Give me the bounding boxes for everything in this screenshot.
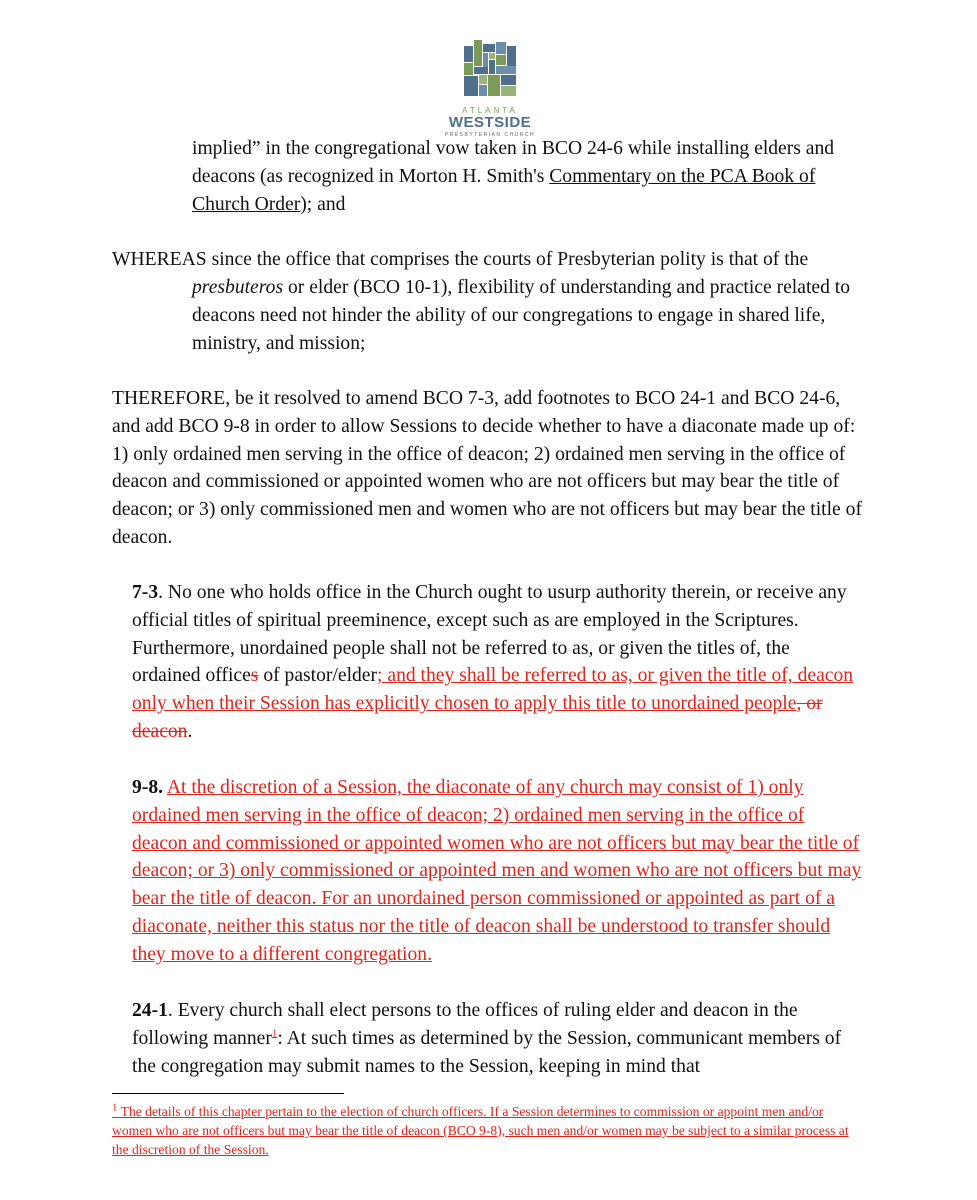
logo-line-westside: WESTSIDE <box>448 114 532 131</box>
logo-line-church: PRESBYTERIAN CHURCH <box>444 132 536 138</box>
bco-24-1-section <box>132 997 862 1080</box>
footnote-text: The details of this chapter pertain to the election of church officers. If a Session determines to commission or appoint men and/or women who are not officers but may bear the title of deacon (BCO 9-8), such men and/or women may be subject to a similar process at the discretion of the Session. <box>112 1104 849 1157</box>
s73-added-text: ; and they shall be referred to as, or given the title of, deacon only when their Session has explicitly chosen to apply this title to unordained people <box>132 665 854 715</box>
therefore-resolution-paragraph: THEREFORE, be it resolved to amend BCO 7-3, add footnotes to BCO 24-1 and BCO 24-6, and add BCO 9-8 in order to allow Sessions to decide whether to have a diaconate made up of: 1) only ordained men serving in the office of deacon; 2) ordained men serving in the office of deacon and commissioned or appointed women who are not officers but may bear the title of deacon; or 3) only commissioned men and women who are not officers but may bear the title of deacon. <box>112 388 862 548</box>
s73-text: . No one who holds office in the Church ought to usurp authority therein, or receive any official titles of spiritual preeminence, except such as are employed in the Scriptures. Furthermore, unordained people shall not be referred to as, or given the titles of, the ordained office <box>132 582 847 687</box>
commentary-book-title: Commentary on the PCA Book of Church Order <box>192 165 816 215</box>
footnote-reference[interactable]: 1 <box>271 1027 278 1040</box>
p2-first-line: WHEREAS since the office that comprises the courts of Presbyterian polity is that of the <box>112 249 809 270</box>
whereas-paragraph-indented <box>192 274 862 357</box>
bco-9-8-section <box>132 774 862 969</box>
whereas-continuation-paragraph <box>192 135 862 218</box>
logo-line-atlanta: ATLANTA <box>462 106 518 115</box>
s241-text: . Every church shall elect persons to the offices of ruling elder and deacon in the following manner <box>132 1000 798 1049</box>
s98-added-text: At the discretion of a Session, the diaconate of any church may consist of 1) only ordained men serving in the office of deacon; 2) ordained men serving in the office of deacon and commissioned or appointed women who are not officers but may bear the title of deacon; or 3) only commissioned or appointed men and women who are not officers but may bear the title of deacon. For an unordained person commissioned or appointed as part of a diaconate, neither this status nor the title of deacon shall be understood to transfer should they move to a different congregation. <box>132 777 862 965</box>
bco-7-3-section <box>132 579 862 746</box>
section-label-7-3: 7-3 <box>132 582 159 603</box>
footnote <box>112 1102 862 1159</box>
presbuteros-term: presbuteros <box>192 277 284 298</box>
footnote-separator <box>112 1093 344 1094</box>
p1-text: implied” in the congregational vow taken in BCO 24-6 while installing elders and deacons (as recognized in Morton H. Smith's <box>192 138 835 187</box>
church-logo <box>440 40 540 138</box>
section-label-24-1: 24-1 <box>132 1000 168 1021</box>
footnote-number: 1 <box>112 1101 118 1114</box>
s73-removed-text: , or deacon <box>132 693 823 742</box>
s73-text2: of pastor/elder <box>258 665 378 687</box>
section-label-9-8: 9-8. <box>132 777 164 798</box>
s73-struck-s: s <box>250 665 259 687</box>
s73-end: . <box>187 720 193 742</box>
s241-text2: : At such times as determined by the Session, communicant members of the congregation may submit names to the Session, keeping in mind that <box>132 1027 842 1077</box>
p2-rest: or elder (BCO 10-1), flexibility of understanding and practice related to deacons need not hinder the ability of our congregations to engage in shared life, ministry, and mission; <box>192 277 851 354</box>
logo-mark-icon <box>464 40 516 104</box>
whereas-paragraph <box>112 246 862 274</box>
p1-end: ); and <box>300 193 346 215</box>
